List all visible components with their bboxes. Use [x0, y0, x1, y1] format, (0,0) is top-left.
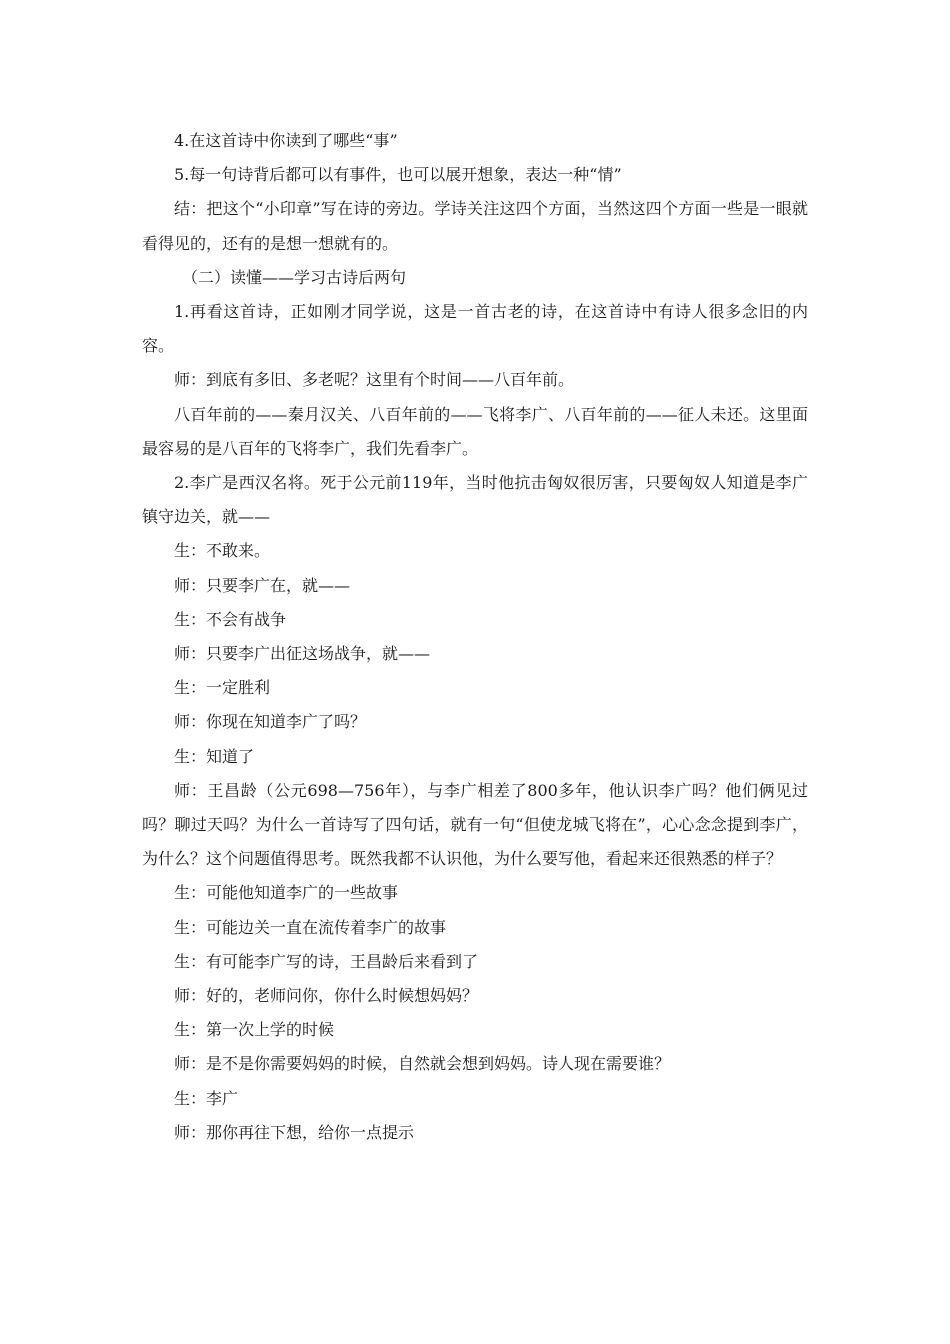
- paragraph: 2.李广是西汉名将。死于公元前119年，当时他抗击匈奴很厉害，只要匈奴人知道是李广镇守边关，就——: [142, 473, 808, 527]
- dialogue-line: 师：那你再往下想，给你一点提示: [174, 1122, 415, 1142]
- dialogue-line: 师：王昌龄（公元698—756年），与李广相差了800多年，他认识李广吗？他们俩见过吗？聊过天吗？为什么一首诗写了四句话，就有一句“但使龙城飞将在”，心心念念提到李广，为什么？这个问题值得思考。既然我都不认识他，为什么要写他，看起来还很熟悉的样子？: [142, 780, 808, 869]
- dialogue-line: 师：你现在知道李广了吗？: [174, 712, 367, 732]
- dialogue-line: 生：有可能李广写的诗，王昌龄后来看到了: [174, 951, 479, 971]
- paragraph: 1.再看这首诗，正如刚才同学说，这是一首古老的诗，在这首诗中有诗人很多念旧的内容。: [142, 302, 808, 356]
- dialogue-line: 师：好的，老师问你，你什么时候想妈妈？: [174, 986, 479, 1006]
- section-heading: （二）读懂——学习古诗后两句: [182, 267, 407, 287]
- dialogue-line: 师：是不是你需要妈妈的时候，自然就会想到妈妈。诗人现在需要谁？: [174, 1054, 671, 1074]
- dialogue-line: 生：李广: [174, 1088, 239, 1108]
- dialogue-line: 生：知道了: [174, 746, 255, 766]
- dialogue-line: 生：可能边关一直在流传着李广的故事: [174, 917, 447, 937]
- dialogue-line: 生：一定胜利: [174, 678, 271, 698]
- dialogue-line: 生：第一次上学的时候: [174, 1020, 335, 1040]
- dialogue-line: 师：只要李广在，就——: [174, 575, 351, 595]
- dialogue-line: 生：不敢来。: [174, 541, 271, 561]
- dialogue-line: 生：不会有战争: [174, 609, 287, 629]
- paragraph: 5.每一句诗背后都可以有事件，也可以展开想象，表达一种“情”: [174, 165, 622, 185]
- dialogue-line: 师：只要李广出征这场战争，就——: [174, 644, 431, 664]
- paragraph: 4.在这首诗中你读到了哪些“事”: [174, 131, 398, 150]
- paragraph: 八百年前的——秦月汉关、八百年前的——飞将李广、八百年前的——征人未还。这里面最容易的是八百年的飞将李广，我们先看李广。: [142, 404, 808, 458]
- paragraph: 师：到底有多旧、多老呢？这里有个时间——八百年前。: [174, 370, 575, 390]
- document-body: [142, 124, 808, 1150]
- paragraph: 结：把这个“小印章”写在诗的旁边。学诗关注这四个方面，当然这四个方面一些是一眼就看得见的，还有的是想一想就有的。: [142, 199, 808, 253]
- dialogue-line: 生：可能他知道李广的一些故事: [174, 883, 399, 903]
